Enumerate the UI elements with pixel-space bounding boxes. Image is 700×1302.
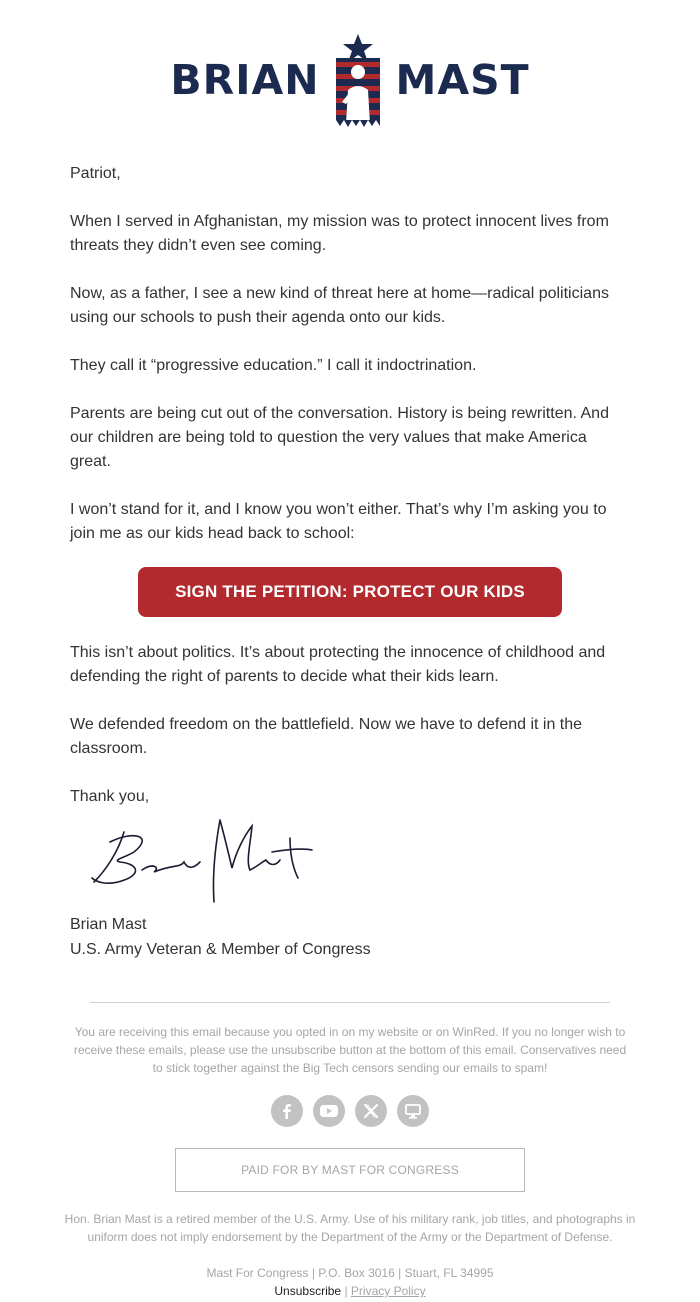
- footer-links: [0, 1282, 700, 1300]
- paragraph: When I served in Afghanistan, my mission was to protect innocent lives from threats they didn’t even see coming.: [70, 213, 609, 254]
- sign-petition-button[interactable]: SIGN THE PETITION: PROTECT OUR KIDS: [138, 567, 562, 617]
- youtube-icon[interactable]: [313, 1095, 345, 1127]
- x-icon[interactable]: [355, 1095, 387, 1127]
- soldier-flag-emblem-icon: [330, 32, 386, 128]
- link-separator: |: [344, 1284, 348, 1298]
- greeting: Patriot,: [70, 165, 121, 182]
- social-links: [0, 1095, 700, 1127]
- unsubscribe-link[interactable]: Unsubscribe: [274, 1284, 342, 1298]
- signer-block: [70, 912, 626, 962]
- campaign-logo: [0, 30, 700, 130]
- military-disclaimer: Hon. Brian Mast is a retired member of the U.S. Army. Use of his military rank, job titles, and photographs in uniform does not imply endorsement by the Department of the Army or the Department of Defense.: [64, 1212, 636, 1244]
- signer-name: Brian Mast: [70, 916, 147, 933]
- handwritten-signature: [84, 812, 324, 912]
- closing: Thank you,: [70, 788, 150, 805]
- privacy-policy-link[interactable]: Privacy Policy: [350, 1284, 426, 1298]
- logo-first-name: BRIAN: [170, 55, 320, 104]
- paid-for-disclaimer: PAID FOR BY MAST FOR CONGRESS: [175, 1148, 525, 1192]
- logo-last-name: MAST: [395, 55, 530, 104]
- footer-note: You are receiving this email because you opted in on my website or on WinRed. If you no longer wish to receive these emails, please use the unsubscribe button at the bottom of this email. Conservatives need to stick together against the Big Tech censors sending our emails to spam!: [73, 1025, 627, 1075]
- paragraph: This isn’t about politics. It’s about protecting the innocence of childhood and defending the right of parents to decide what their kids learn.: [70, 644, 606, 685]
- mailing-address: Mast For Congress | P.O. Box 3016 | Stuart, FL 34995: [206, 1266, 494, 1280]
- paragraph: We defended freedom on the battlefield. Now we have to defend it in the classroom.: [70, 716, 583, 757]
- paragraph: Parents are being cut out of the conversation. History is being rewritten. And our children are being told to question the very values that make America great.: [70, 405, 609, 470]
- email-body: [70, 162, 626, 570]
- signer-title: U.S. Army Veteran & Member of Congress: [70, 941, 371, 958]
- footer-divider: [90, 1002, 610, 1003]
- email-body-continued: [70, 641, 626, 833]
- paragraph: I won’t stand for it, and I know you won’t either. That’s why I’m asking you to join me as our kids head back to school:: [70, 501, 607, 542]
- facebook-icon[interactable]: [271, 1095, 303, 1127]
- paragraph: They call it “progressive education.” I call it indoctrination.: [70, 357, 477, 374]
- paragraph: Now, as a father, I see a new kind of threat here at home—radical politicians using our schools to push their agenda onto our kids.: [70, 285, 609, 326]
- cta-wrapper: [0, 567, 700, 617]
- website-icon[interactable]: [397, 1095, 429, 1127]
